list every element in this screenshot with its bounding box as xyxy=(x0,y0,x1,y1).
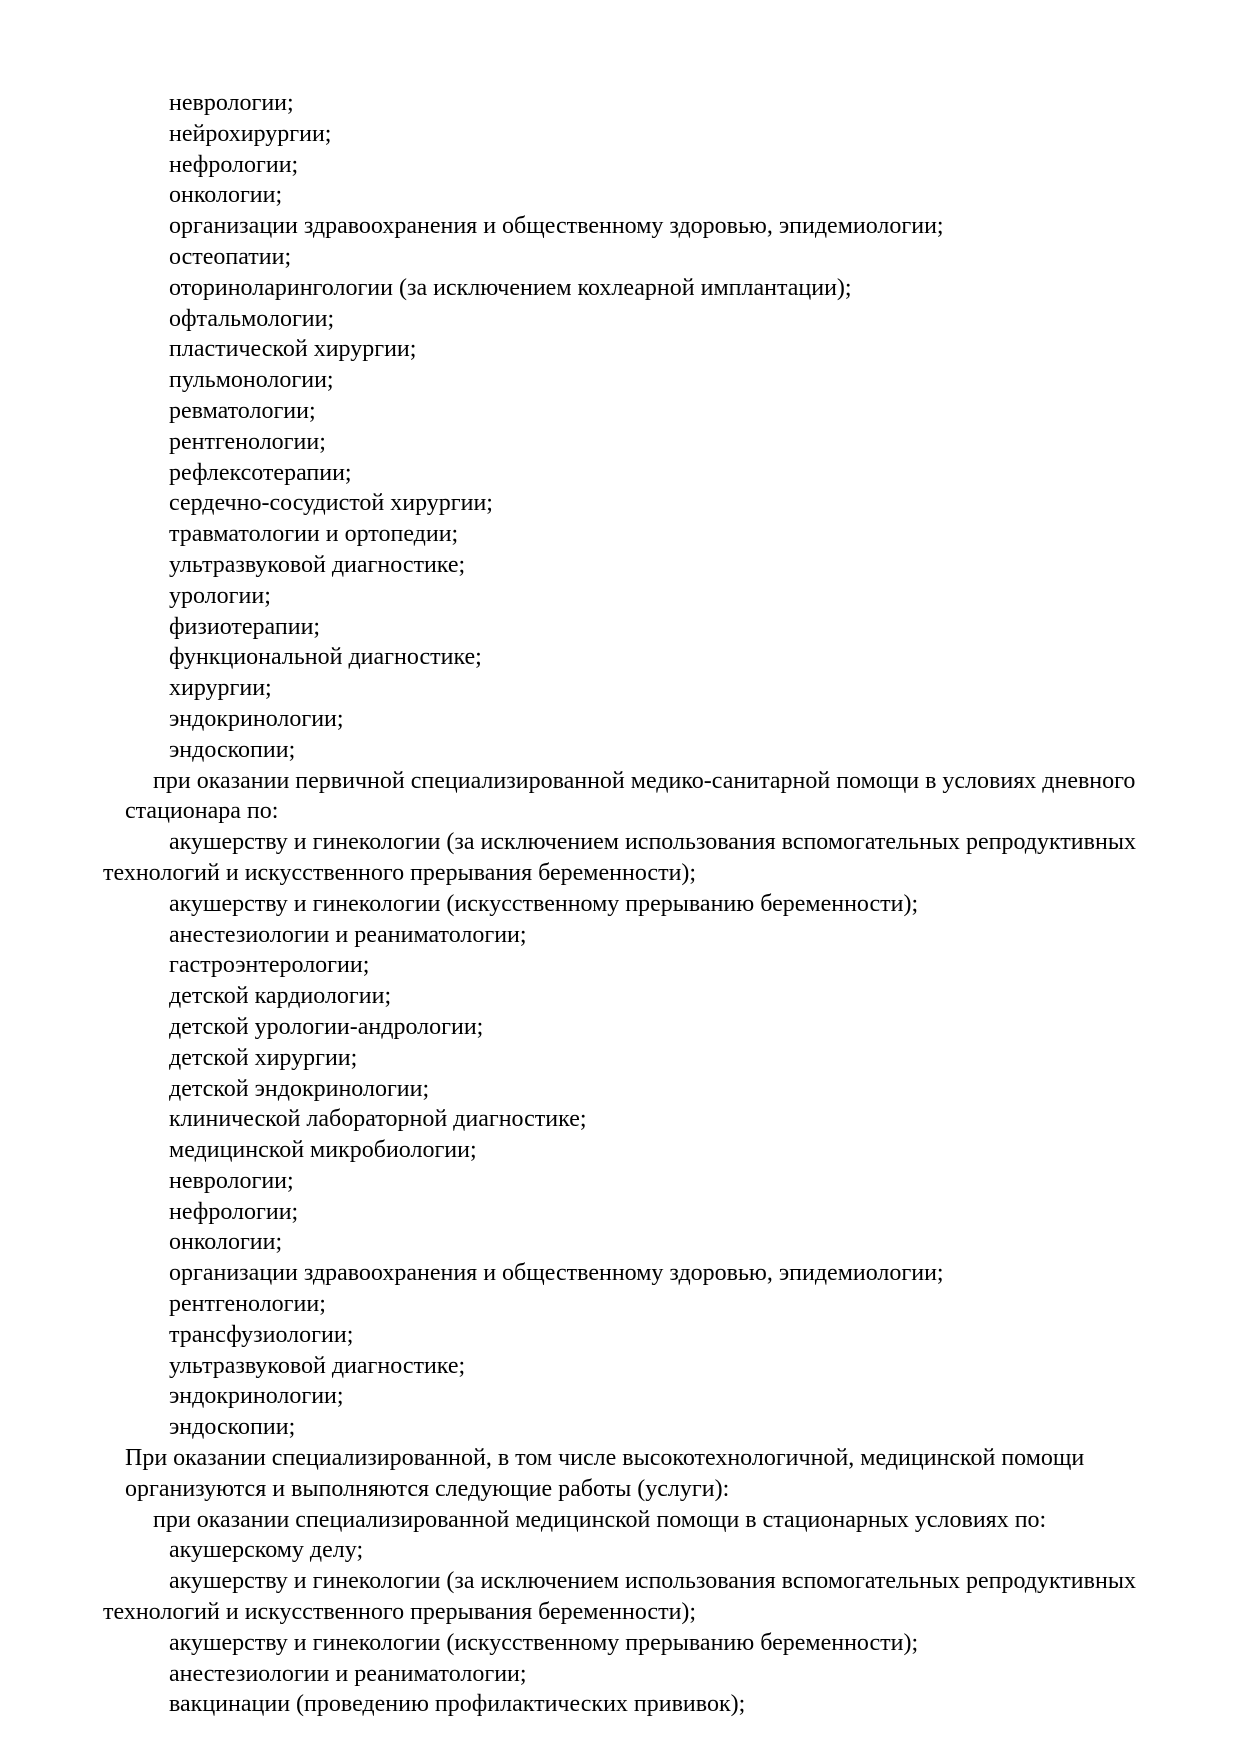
text-line: неврологии; xyxy=(169,90,294,116)
text-line: эндокринологии; xyxy=(169,705,344,732)
text-line: трансфузиологии; xyxy=(169,1321,354,1348)
text-line: остеопатии; xyxy=(169,243,292,270)
text-line: ультразвуковой диагностике; xyxy=(169,1352,466,1379)
text-line: медицинской микробиологии; xyxy=(169,1137,477,1164)
text-line: гастроэнтерологии; xyxy=(169,952,370,979)
text-line: эндокринологии; xyxy=(169,1383,344,1410)
text-line: акушерскому делу; xyxy=(169,1537,364,1564)
text-line: рентгенологии; xyxy=(169,428,326,455)
text-line: детской эндокринологии; xyxy=(169,1075,430,1102)
text-line: детской хирургии; xyxy=(169,1044,358,1071)
text-line: при оказании первичной специализированной медико-санитарной помощи в условиях дневного xyxy=(153,767,1136,794)
text-line: оториноларингологии (за исключением кохлеарной имплантации); xyxy=(169,274,852,301)
text-line: акушерству и гинекологии (за исключением использования вспомогательных репродуктивных xyxy=(169,1568,1136,1595)
text-line: вакцинации (проведению профилактических прививок); xyxy=(169,1691,746,1718)
text-line: ревматологии; xyxy=(169,397,316,424)
text-line: при оказании специализированной медицинской помощи в стационарных условиях по: xyxy=(153,1506,1047,1533)
text-line: нефрологии; xyxy=(169,151,299,178)
text-line: клинической лабораторной диагностике; xyxy=(169,1106,587,1133)
text-line: организуются и выполняются следующие работы (услуги): xyxy=(125,1475,730,1502)
text-line: организации здравоохранения и общественному здоровью, эпидемиологии; xyxy=(169,213,944,240)
text-line: рефлексотерапии; xyxy=(169,459,352,486)
text-line: стационара по: xyxy=(125,798,279,825)
text-line: хирургии; xyxy=(169,675,272,702)
text-line: неврологии; xyxy=(169,1167,294,1194)
text-line: пульмонологии; xyxy=(169,367,334,394)
text-line: эндоскопии; xyxy=(169,736,296,763)
text-line: рентгенологии; xyxy=(169,1291,326,1318)
text-line: урологии; xyxy=(169,582,271,609)
text-line: пластической хирургии; xyxy=(169,336,417,363)
text-line: травматологии и ортопедии; xyxy=(169,521,459,548)
text-line: технологий и искусственного прерывания беременности); xyxy=(103,859,697,886)
document-text-block xyxy=(103,88,1233,1720)
text-line: онкологии; xyxy=(169,182,283,209)
text-line: организации здравоохранения и общественному здоровью, эпидемиологии; xyxy=(169,1260,944,1287)
text-line: функциональной диагностике; xyxy=(169,644,482,671)
text-line: акушерству и гинекологии (искусственному прерыванию беременности); xyxy=(169,890,919,917)
text-line: нефрологии; xyxy=(169,1198,299,1225)
text-line: акушерству и гинекологии (искусственному прерыванию беременности); xyxy=(169,1629,919,1656)
text-line: детской кардиологии; xyxy=(169,983,392,1010)
text-line: При оказании специализированной, в том числе высокотехнологичной, медицинской помощи xyxy=(125,1445,1085,1472)
text-line: акушерству и гинекологии (за исключением использования вспомогательных репродуктивных xyxy=(169,829,1136,856)
text-line: анестезиологии и реаниматологии; xyxy=(169,921,527,948)
text-line: эндоскопии; xyxy=(169,1414,296,1441)
text-line: сердечно-сосудистой хирургии; xyxy=(169,490,493,517)
text-line: детской урологии-андрологии; xyxy=(169,1013,484,1040)
text-line: технологий и искусственного прерывания беременности); xyxy=(103,1599,697,1626)
text-line: онкологии; xyxy=(169,1229,283,1256)
text-line: физиотерапии; xyxy=(169,613,321,640)
text-line: нейрохирургии; xyxy=(169,120,332,147)
text-line: анестезиологии и реаниматологии; xyxy=(169,1660,527,1687)
text-line: ультразвуковой диагностике; xyxy=(169,551,466,578)
text-line: офтальмологии; xyxy=(169,305,335,332)
